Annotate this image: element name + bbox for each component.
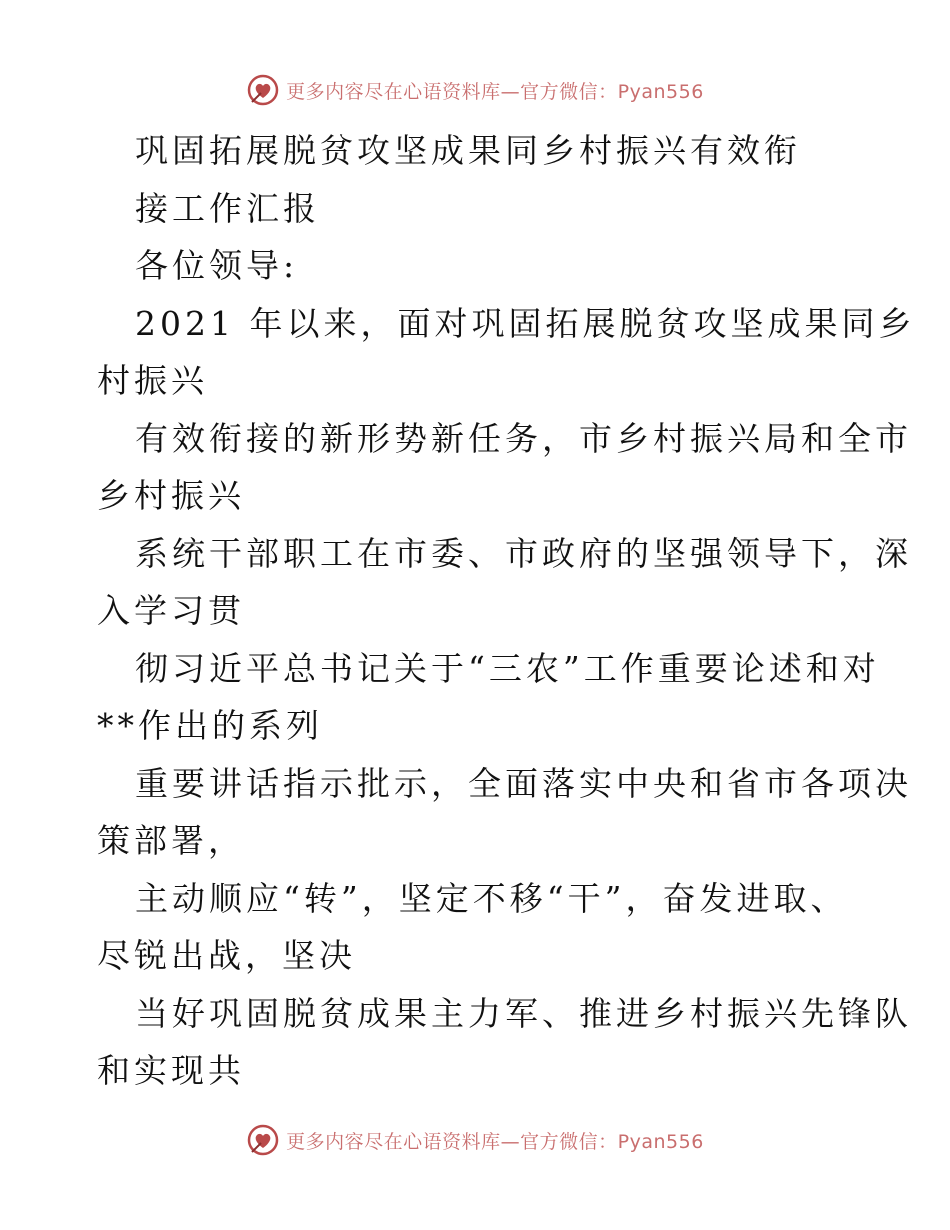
text-line: 有效衔接的新形势新任务，市乡村振兴局和全市 (135, 418, 912, 458)
text-line: 入学习贯 (97, 591, 245, 630)
text-line: 和实现共 (97, 1051, 245, 1090)
text-line: 系统干部职工在市委、市政府的坚强领导下，深 (135, 533, 912, 573)
text-line: **作出的系列 (97, 706, 323, 745)
text-line: 乡村振兴 (97, 476, 245, 515)
footer-banner (0, 1120, 950, 1160)
text-line: 当好巩固脱贫成果主力军、推进乡村振兴先锋队 (135, 993, 912, 1033)
text-line: 主动顺应“转”，坚定不移“干”，奋发进取、 (135, 878, 848, 918)
banner-text: 更多内容尽在心语资料库—官方微信：Pyan556 (286, 80, 704, 103)
text-line: 接工作汇报 (135, 188, 320, 228)
text-line: 各位领导: (135, 246, 299, 285)
heart-pen-logo-icon (246, 1123, 280, 1157)
text-line: 策部署， (97, 821, 245, 860)
heart-pen-logo-icon (246, 73, 280, 107)
document-body (97, 122, 916, 1100)
text-line: 彻习近平总书记关于“三农”工作重要论述和对 (135, 648, 880, 688)
text-line: 2021 年以来，面对巩固拓展脱贫攻坚成果同乡 (135, 303, 916, 343)
text-line: 巩固拓展脱贫攻坚成果同乡村振兴有效衔 (135, 131, 801, 170)
text-line: 重要讲话指示批示，全面落实中央和省市各项决 (135, 763, 912, 803)
text-line: 尽锐出战，坚决 (97, 936, 356, 975)
text-line: 村振兴 (97, 361, 208, 400)
banner-text: 更多内容尽在心语资料库—官方微信：Pyan556 (286, 1130, 704, 1153)
header-banner (0, 70, 950, 110)
